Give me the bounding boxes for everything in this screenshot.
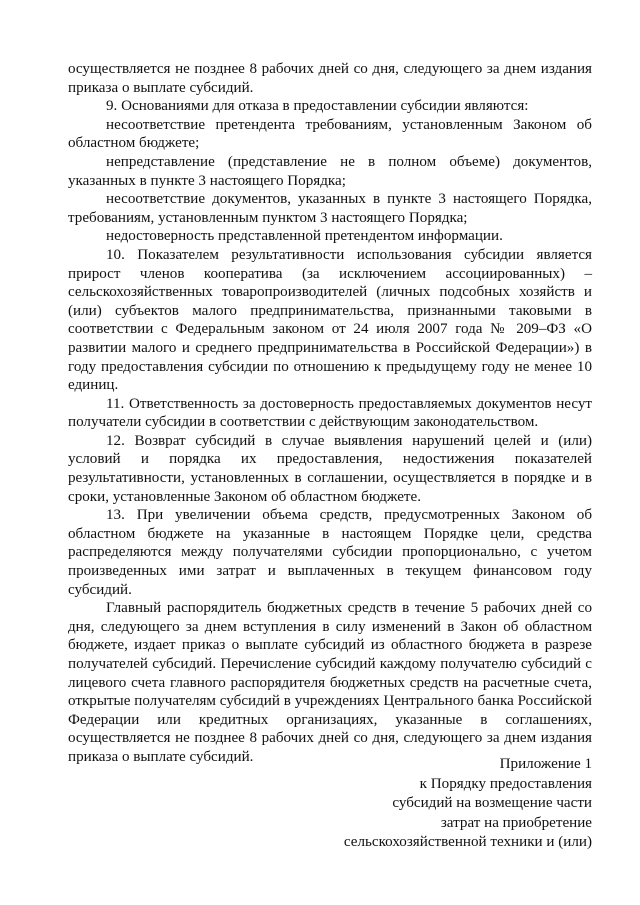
paragraph-9: 9. Основаниями для отказа в предоставлении субсидии являются: — [106, 98, 529, 115]
paragraph-13: 13. При увеличении объема средств, предусмотренных Законом об областном бюджете на указанные в настоящем Порядке цели, средства распределяются между получателями субсидии пропорционально, с учетом произведенных ими затрат и выплаченных в текущем финансовом году субсидий. — [68, 507, 592, 598]
paragraph-11: 11. Ответственность за достоверность предоставляемых документов несут получатели субсидии в соответствии с действующим законодательством. — [68, 395, 592, 431]
appendix-line: к Порядку предоставления — [419, 775, 592, 792]
paragraph-9-item-1: несоответствие претендента требованиям, установленным Законом об областном бюджете; — [68, 116, 592, 152]
paragraph-12: 12. Возврат субсидий в случае выявления нарушений целей и (или) условий и порядка их предоставления, недостижения показателей результативности, установленных в соглашении, осуществляется в порядке и в сроки, установленные Законом об областном бюджете. — [68, 432, 592, 505]
paragraph-main-distributor: Главный распорядитель бюджетных средств в течение 5 рабочих дней со дня, следующего за днем вступления в силу изменений в Закон об областном бюджете, издает приказ о выплате субсидий из областного бюджета в разрезе получателей субсидий. Перечисление субсидий каждому получателю субсидий с лицевого счета главного распорядителя бюджетных средств на расчетные счета, открытые получателям субсидий в учреждениях Центрального банка Российской Федерации или кредитных организациях, указанные в соглашениях, осуществляется не позднее 8 рабочих дней со дня, следующего за днем издания приказа о выплате субсидий. — [68, 600, 592, 765]
appendix-line: затрат на приобретение — [440, 814, 592, 831]
appendix-title: Приложение 1 — [499, 756, 592, 772]
paragraph-9-item-4: недостоверность представленной претендентом информации. — [106, 228, 503, 245]
appendix-heading — [344, 755, 592, 853]
paragraph-continuation: осуществляется не позднее 8 рабочих дней со дня, следующего за днем издания приказа о выплате субсидий. — [68, 61, 592, 96]
paragraph-9-item-2: непредставление (представление не в полном объеме) документов, указанных в пункте 3 настоящего Порядка; — [68, 153, 592, 189]
document-body — [68, 60, 592, 767]
paragraph-10: 10. Показателем результативности использования субсидии является прирост членов кооператива (за исключением ассоциированных) – сельскохозяйственных товаропроизводителей (личных подсобных хозяйств и (или) субъектов малого предпринимательства, признанными таковыми в соответствии с Федеральным законом от 24 июля 2007 года № 209–ФЗ «О развитии малого и среднего предпринимательства в Российской Федерации») в году предоставления субсидии по отношению к предыдущему году не менее 10 единиц. — [68, 246, 592, 394]
appendix-line: сельскохозяйственной техники и (или) — [343, 834, 592, 850]
paragraph-9-item-3: несоответствие документов, указанных в пункте 3 настоящего Порядка, требованиям, установленным пунктом 3 настоящего Порядка; — [68, 191, 592, 226]
appendix-line: субсидий на возмещение части — [392, 795, 592, 811]
